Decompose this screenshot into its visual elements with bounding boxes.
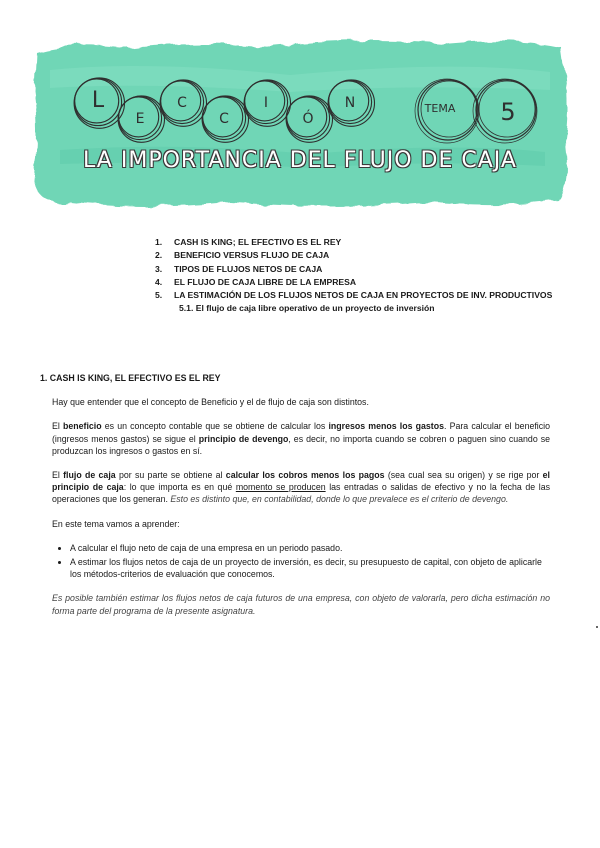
- toc-item: 1. CASH IS KING; EL EFECTIVO ES EL REY: [155, 237, 342, 247]
- margin-mark: [596, 626, 598, 628]
- banner-graphic: [30, 30, 570, 210]
- toc-subitem: 5.1. El flujo de caja libre operativo de un proyecto de inversión: [179, 303, 435, 314]
- paragraph-note: Es posible también estimar los flujos netos de caja futuros de una empresa, con objeto de valorarla, pero dicha estimación no forma parte del programa de la presente asignatura.: [52, 593, 550, 616]
- section-1: [40, 372, 550, 629]
- learning-list: [52, 542, 550, 581]
- list-item: • A estimar los flujos netos de caja de un proyecto de inversión, es decir, su presupuesto de capital, con objeto de aplicarle los métodos-criterios de evaluación que conocemos.: [70, 556, 550, 580]
- leccion-letter: C: [177, 95, 187, 111]
- list-item: • A calcular el flujo neto de caja de una empresa en un periodo pasado.: [70, 542, 550, 554]
- paragraph-beneficio: El beneficio es un concepto contable que se obtiene de calcular los ingresos menos los gastos. Para calcular el beneficio (ingresos menos gastos) se sigue el principio de devengo, es decir, no importa cuando se cobren o paguen sino cuando se produzcan los ingresos o gastos en sí.: [52, 421, 551, 456]
- leccion-letter: E: [135, 111, 145, 127]
- tema-label: TEMA: [424, 102, 456, 115]
- tema-number: 5: [500, 98, 516, 126]
- table-of-contents: [155, 236, 552, 316]
- leccion-letter: N: [344, 95, 356, 111]
- section-heading: 1. CASH IS KING, EL EFECTIVO ES EL REY: [40, 373, 221, 383]
- leccion-letter: Ó: [302, 111, 314, 127]
- toc-item: 4. EL FLUJO DE CAJA LIBRE DE LA EMPRESA: [155, 276, 357, 287]
- leccion-letter: L: [91, 88, 105, 113]
- lesson-banner: [30, 30, 570, 210]
- leccion-letter: I: [263, 95, 269, 111]
- paragraph-intro: Hay que entender que el concepto de Beneficio y el de flujo de caja son distintos.: [52, 397, 369, 408]
- paragraph-aprender: En este tema vamos a aprender:: [52, 518, 180, 529]
- leccion-letter: C: [219, 111, 229, 127]
- lesson-title: LA IMPORTANCIA DEL FLUJO DE CAJA: [83, 148, 517, 173]
- toc-item: 2. BENEFICIO VERSUS FLUJO DE CAJA: [155, 250, 330, 261]
- toc-item: 5. LA ESTIMACIÓN DE LOS FLUJOS NETOS DE CAJA EN PROYECTOS DE INV. PRODUCTIVOS: [155, 290, 553, 301]
- paragraph-flujo-caja: El flujo de caja por su parte se obtiene al calcular los cobros menos los pagos (sea cual sea su origen) y se rige por el principio de caja: lo que importa es en qué momento se producen las entradas o salidas de efectivo y no la fecha de las operaciones que los generan. Esto es distinto que, en contabilidad, donde lo que prevalece es el criterio de devengo.: [52, 470, 551, 505]
- toc-item: 3. TIPOS DE FLUJOS NETOS DE CAJA: [155, 263, 323, 274]
